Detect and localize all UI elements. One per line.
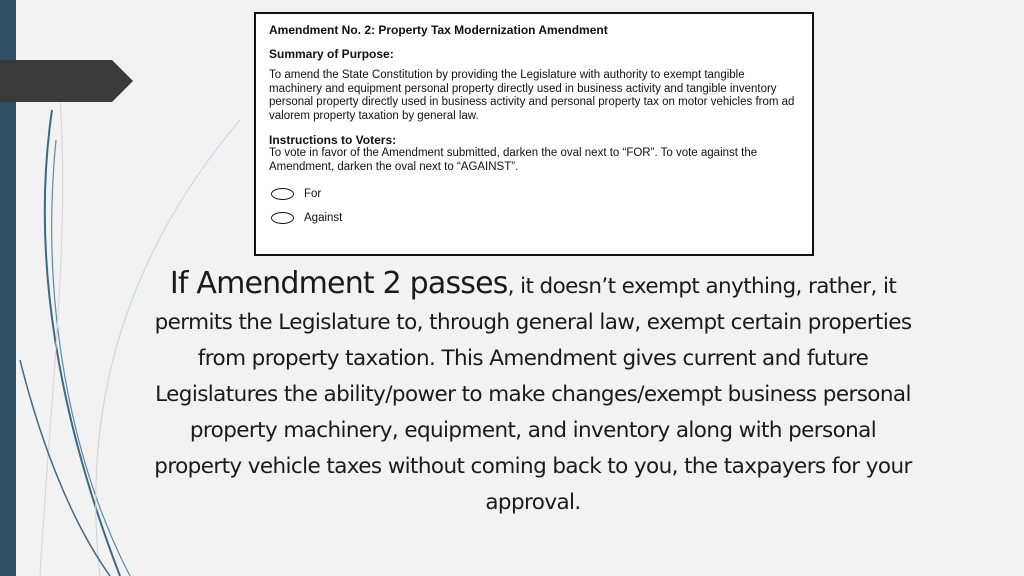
summary-text: To amend the State Constitution by providing the Legislature with authority to exempt tangible machinery and equipment personal property directly used in business activity and tangible inventory personal property directly used in business activity and personal property tax on motor vehicles from ad valorem property taxation by general law. — [269, 69, 795, 122]
instructions-heading: Instructions to Voters: — [269, 133, 397, 148]
option-against — [269, 211, 800, 225]
body-lead: If Amendment 2 passes — [169, 266, 508, 301]
option-for — [269, 187, 800, 201]
for-oval-icon — [271, 188, 294, 200]
summary-heading: Summary of Purpose: — [269, 47, 394, 61]
option-for-label: For — [304, 187, 322, 200]
arrow-tab — [0, 60, 133, 102]
body-text: , it doesn’t exempt anything, rather, it permits the Legislature to, through general law, exempt certain properties from property taxation. This Amendment gives current and future Legislatures the ability/power to make changes/exempt business personal property machinery, equipment, and inventory along with personal property vehicle taxes without coming back to you, the taxpayers for your approval. — [154, 274, 912, 515]
body-paragraph — [150, 266, 916, 521]
against-oval-icon — [271, 212, 294, 224]
ballot-image — [254, 12, 814, 256]
ballot-title: Amendment No. 2: Property Tax Modernization Amendment — [269, 23, 608, 37]
instructions-text: To vote in favor of the Amendment submitted, darken the oval next to “FOR”. To vote against the Amendment, darken the oval next to “AGAINST”. — [269, 147, 758, 173]
option-against-label: Against — [304, 211, 343, 224]
